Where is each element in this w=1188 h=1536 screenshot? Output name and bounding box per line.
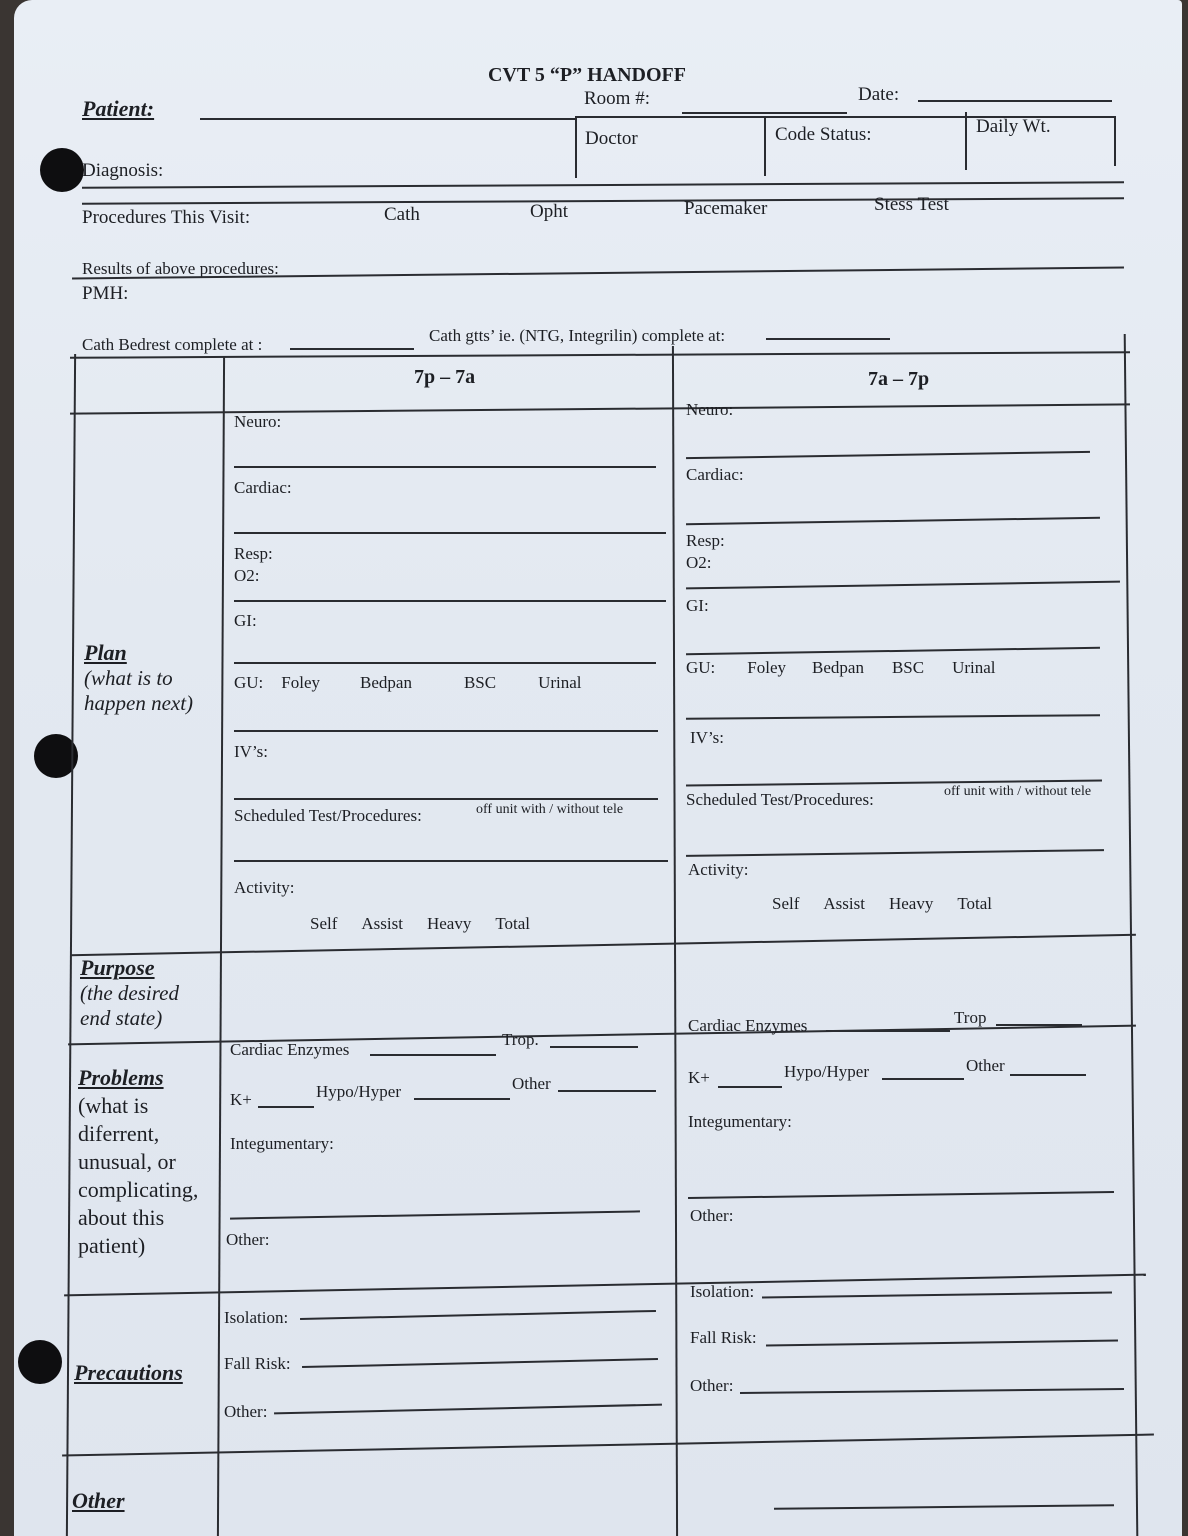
gu-option-urinal[interactable]: Urinal [538,673,582,692]
fall-risk-field[interactable] [766,1340,1118,1347]
problems-subtitle: unusual, or [78,1149,176,1174]
precautions-title: Precautions [74,1360,183,1385]
cardiac-field[interactable] [686,517,1100,526]
punch-hole [18,1340,62,1384]
hypo-hyper-field[interactable] [414,1098,510,1100]
trop-label: Trop [954,1008,987,1027]
o2-label: O2: [686,553,712,572]
cardiac-enzymes-label: Cardiac Enzymes [230,1040,350,1059]
gi-label: GI: [686,596,709,615]
purpose-section-label [80,955,179,1031]
precautions-other-label: Other: [690,1376,734,1395]
precautions-other-field[interactable] [274,1404,662,1415]
gu-field[interactable] [234,730,658,732]
plan-section-label [84,640,193,716]
shift-header: 7a – 7p [868,368,930,390]
isolation-label: Isolation: [224,1308,289,1327]
integumentary-label: Integumentary: [688,1112,792,1131]
isolation-field[interactable] [762,1292,1112,1299]
activity-label: Activity: [688,860,749,879]
purpose-subtitle: end state) [80,1006,163,1030]
integumentary-field[interactable] [230,1210,640,1219]
activity-options [310,914,554,934]
gi-label: GI: [234,611,257,630]
gu-option-bsc[interactable]: BSC [463,673,497,692]
cardiac-field[interactable] [234,532,666,534]
gi-field[interactable] [234,662,656,664]
neuro-label: Neuro: [234,412,282,431]
punch-hole [40,148,84,192]
fall-risk-label: Fall Risk: [224,1354,291,1373]
gu-option-foley[interactable]: Foley [747,658,787,677]
other-problem-field[interactable] [558,1090,656,1092]
trop-field[interactable] [996,1024,1082,1026]
hypo-hyper-label: Hypo/Hyper [316,1082,401,1101]
form-title: CVT 5 “P” HANDOFF [488,64,686,86]
procedure-cath[interactable]: Cath [384,204,420,225]
potassium-field[interactable] [718,1086,782,1088]
gu-option-foley[interactable]: Foley [281,673,321,692]
potassium-label: K+ [688,1068,710,1087]
neuro-field[interactable] [686,451,1090,459]
diagnosis-label: Diagnosis: [82,160,164,181]
gu-field[interactable] [686,714,1100,720]
trop-label: Trop. [502,1030,539,1049]
activity-option-heavy[interactable]: Heavy [888,894,934,913]
ivs-field[interactable] [234,798,658,800]
scheduled-tests-field[interactable] [234,860,668,862]
gu-option-bsc[interactable]: BSC [891,658,925,677]
patient-label: Patient: [82,96,155,121]
precautions-other-field[interactable] [740,1388,1124,1394]
problems-subtitle: (what is [78,1093,149,1118]
other-problem-label: Other [966,1056,1005,1075]
fall-risk-field[interactable] [302,1358,658,1368]
shift-column-7p-7a [224,0,670,1536]
gu-row [234,673,606,693]
procedures-label: Procedures This Visit: [82,207,251,228]
problems-subtitle: patient) [78,1233,146,1258]
neuro-label: Neuro: [686,400,734,419]
pmh-label: PMH: [82,283,129,304]
code-status-label: Code Status: [775,124,872,145]
other-label: Other: [690,1206,734,1225]
resp-label: Resp: [234,544,273,563]
activity-label: Activity: [234,878,295,897]
gu-option-bedpan[interactable]: Bedpan [812,658,864,677]
ivs-label: IV’s: [234,742,268,761]
gu-label: GU: [234,673,264,692]
other-problem-label: Other [512,1074,551,1093]
gu-option-bedpan[interactable]: Bedpan [360,673,412,692]
shift-header: 7p – 7a [414,366,476,388]
problems-subtitle: diferrent, [78,1121,160,1146]
neuro-field[interactable] [234,466,656,468]
problems-title: Problems [78,1065,164,1090]
purpose-subtitle: (the desired [80,981,179,1005]
cath-gtts-label: Cath gtts’ ie. (NTG, Integrilin) complete at: [429,326,726,345]
precautions-other-label: Other: [224,1402,268,1421]
purpose-title: Purpose [80,955,155,980]
plan-subtitle: (what is to [84,666,173,690]
activity-option-total[interactable]: Total [957,894,993,913]
shift-column-7a-7p [684,0,1124,1536]
ivs-label: IV’s: [690,728,724,747]
other-section-field[interactable] [774,1504,1114,1510]
activity-option-heavy[interactable]: Heavy [426,914,472,933]
fall-risk-label: Fall Risk: [690,1328,757,1347]
procedure-pacemaker[interactable]: Pacemaker [684,198,768,219]
gu-option-urinal[interactable]: Urinal [952,658,996,677]
gu-label: GU: [686,658,716,677]
resp-field[interactable] [234,600,666,602]
activity-option-total[interactable]: Total [495,914,531,933]
daily-weight-label: Daily Wt. [976,116,1051,137]
cardiac-enzymes-field[interactable] [826,1030,950,1032]
procedure-opht[interactable]: Opht [530,201,568,222]
trop-field[interactable] [550,1046,638,1048]
problems-section-label [78,1064,198,1260]
activity-options [772,894,1016,914]
off-unit-tele-option[interactable]: off unit with / without tele [944,784,1092,799]
procedure-stress-test[interactable]: Stess Test [874,194,949,215]
activity-option-assist[interactable]: Assist [823,894,865,913]
cardiac-label: Cardiac: [234,478,292,497]
gu-row [686,658,1020,678]
isolation-label: Isolation: [690,1282,755,1301]
cath-bedrest-label: Cath Bedrest complete at : [82,335,263,354]
hypo-hyper-label: Hypo/Hyper [784,1062,869,1081]
scheduled-tests-label: Scheduled Test/Procedures: [686,790,874,809]
other-label: Other: [226,1230,270,1249]
activity-option-assist[interactable]: Assist [361,914,403,933]
results-label: Results of above procedures: [82,259,279,278]
potassium-label: K+ [230,1090,252,1109]
hypo-hyper-field[interactable] [882,1078,964,1080]
integumentary-field[interactable] [688,1191,1114,1199]
room-label: Room #: [584,88,650,109]
scheduled-tests-label: Scheduled Test/Procedures: [234,806,422,825]
cardiac-enzymes-label: Cardiac Enzymes [688,1016,808,1035]
plan-subtitle: happen next) [84,691,194,715]
activity-option-self[interactable]: Self [772,894,800,913]
date-label: Date: [858,84,900,105]
gi-field[interactable] [686,647,1100,656]
resp-field[interactable] [686,581,1120,590]
doctor-label: Doctor [585,128,638,149]
isolation-field[interactable] [300,1310,656,1320]
potassium-field[interactable] [258,1106,314,1108]
plan-title: Plan [84,640,127,665]
resp-label: Resp: [686,531,725,550]
problems-subtitle: about this [78,1205,165,1230]
other-section-title: Other [72,1488,125,1513]
off-unit-tele-option[interactable]: off unit with / without tele [476,802,624,817]
cardiac-enzymes-field[interactable] [370,1054,496,1056]
cardiac-label: Cardiac: [686,465,744,484]
integumentary-label: Integumentary: [230,1134,334,1153]
other-problem-field[interactable] [1010,1074,1086,1076]
scheduled-tests-field[interactable] [686,849,1104,857]
problems-subtitle: complicating, [78,1177,199,1202]
o2-label: O2: [234,566,260,585]
activity-option-self[interactable]: Self [310,914,338,933]
